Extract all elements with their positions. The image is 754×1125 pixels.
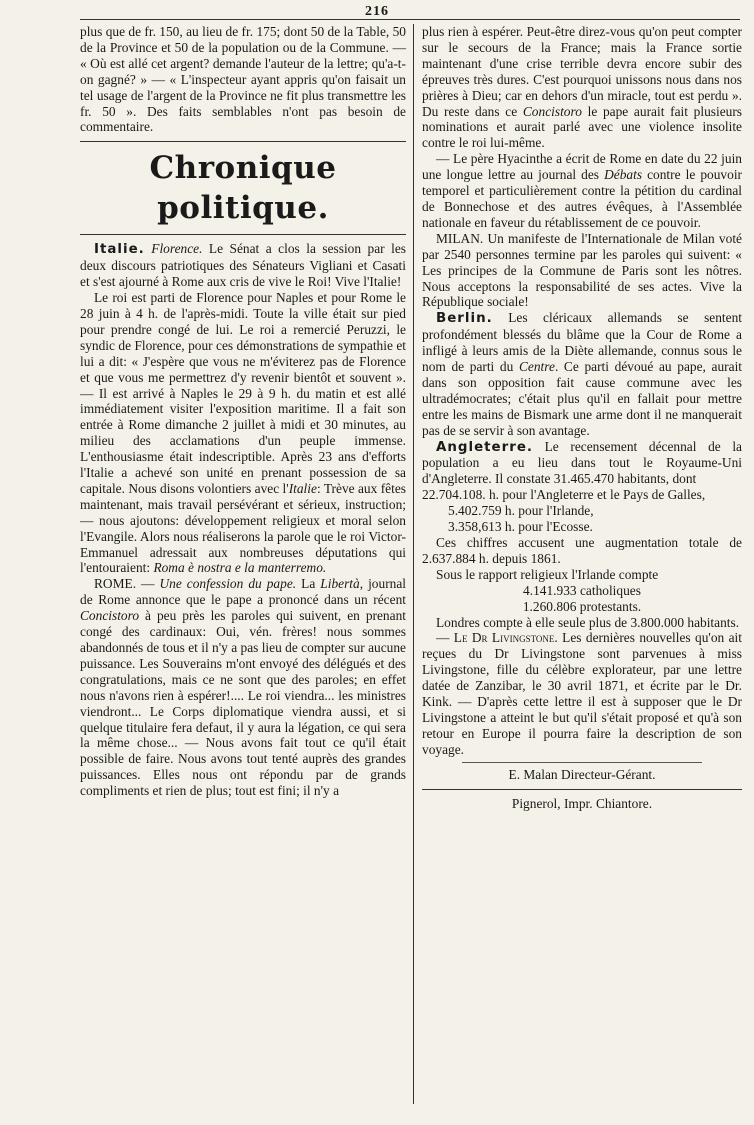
cont-text-a: plus rien à espérer. Peut-être direz-vous qu'on peut compter sur le secours de la France; mais la France sortie maintenant d'une crise terrible devra encore subir des épreuves très dures. C'est pourquoi unissons nous dans nos prières à Dieu; car en dehors d'un miracle, tout est perdu ». Du reste dans ce — [422, 24, 742, 119]
roi-italie-em: Italie — [288, 480, 317, 496]
roi-text-a: Le roi est parti de Florence pour Naples et pour Rome le 28 juin à 4 h. de l'après-midi. Toute la ville était sur pied pour prendre congé de lui. Le roi a remercié Peruzzi, le syndic de Florence, pour ces démonstrations de sympathie et lui a dit: « J'espère que vous ne m'éviterez pas de Florence et que vous me permettrez d'y revenir bientôt et souvent ». — Il est arrivé à Naples le 29 à 9 h. du matin et est allé immédiatement visiter l'exposition maritime. Il a fait son entrée à Rome dimanche 2 juillet à midi et 30 minutes, au milieu des acclamations d'un peuple immense. L'enthousiasme était indescriptible. Après 23 ans d'efforts l'Italie a achevé son unité en prenant possession de sa capitale. Nous disons volontiers avec l' — [80, 290, 406, 496]
printer-line: Pignerol, Impr. Chiantore. — [511, 795, 653, 811]
livingstone-paragraph — [422, 630, 742, 757]
roi-quote: Roma è nostra e la manterremo. — [153, 560, 327, 576]
hyacinthe-text-a: — Le père Hyacinthe a écrit de Rome en date du 22 juin une longue lettre au journal des — [422, 151, 742, 183]
rome-text-c: à peu près les paroles qui suivent, en prenant congé des cardinaux: Oui, vén. frères! nous sommes abandonnés de tous et il n'y a pas lieu de compter sur aucune puissance. Les Souverains m'ont envoyé des délégués et des congratulations, mais ce ne sont que des paroles; en effet nous n'avons rien à espérer!.... Le roi viendra... les ministres viendront... Le Corps diplomatique viendra aussi, et si quelque titulaire fera defaut, il y aura la légation, ce qui sera la même chose... — Nous avons fait tout ce qu'il était possible de faire. Nous avons tout tenté auprès des grandes puissances. Elles nous ont répondu par de grands compliments et rien de plus; tout est fini; il n'y a — [80, 608, 406, 799]
page-number: 216 — [365, 4, 389, 19]
ireland-religion-line: Sous le rapport religieux l'Irlande compte — [436, 566, 659, 582]
rome-text-b: , journal de Rome annonce que le pape a prononcé dans un récent — [80, 576, 407, 608]
census-line-scotland: 3.358,613 h. pour l'Ecosse. — [448, 519, 593, 535]
cont-concistoro: Concistoro — [522, 103, 582, 119]
berlin-centre: Centre — [518, 359, 555, 375]
italie-text: Le Sénat a clos la session par les deux discours patriotiques des Sénateurs Vigliani et Casati et s'est ajourné à Rome aux cris de vive le Roi! Vive l'Italie! — [80, 241, 406, 290]
ireland-catholics: 4.141.933 catholiques — [523, 582, 641, 598]
milan-label: MILAN. — [436, 230, 484, 246]
hyacinthe-debats: Débats — [604, 167, 643, 183]
milan-text: Un manifeste de l'Internationale de Milan voté par 2540 personnes termine par les paroles qui suivent: « Les principes de la Commune de Paris sont les nôtres. Nous acceptons la responsabilité de ses actes. Vive la République sociale! — [422, 230, 742, 310]
rome-liberta: Libertà — [320, 576, 360, 592]
angleterre-text: Le recensement décennal de la population a eu lieu dans tout le Royaume-Uni d'Angleterre. Il constate 31.465.470 habitants, dont — [422, 438, 742, 487]
livingstone-text: Les dernières nouvelles qu'on ait reçues du Dr Livingstone sont parvenues à miss Livingstone, fille du célèbre explorateur, par une lettre datée de Zanzibar, le 30 avril 1871, et écrite par le Dr. Kink. — D'après cette lettre il est à supposer que le Dr Livingstone a atteint le but qu'il s'était proposé et qu'à son retour en Europe il pourra faire la description de son voyage. — [422, 630, 742, 757]
printer-rule — [422, 789, 742, 790]
left-column — [80, 24, 406, 799]
signature: E. Malan Directeur-Gérant. — [508, 766, 656, 782]
rome-text-a: La — [296, 576, 321, 592]
country-angleterre: Angleterre. — [436, 439, 534, 455]
rome-label: ROME. — — [94, 576, 160, 592]
country-italie: Italie. — [94, 242, 145, 258]
berlin-text-a: Les cléricaux allemands se sentent profondément blessés du blâme que la Cour de Rome a infligé à leurs amis de la Diète allemande, connus sous le nom de parti du — [422, 310, 742, 375]
intro-paragraph: plus que de fr. 150, au lieu de fr. 175; dont 50 de la Table, 50 de la Province et 50 de la population ou de la Commune. — « Où est allé cet argent? demande l'auteur de la lettre; qu'a-t-on gagné? » — « L'inspecteur ayant appris qu'on faisait un tel usage de l'argent de la Province ne fit plus transmettre les fr. 50 ». Des faits semblables n'ont pas besoin de commentaire. — [80, 24, 406, 135]
rome-paragraph — [80, 576, 406, 799]
section-rule — [80, 141, 406, 142]
section-rule-bottom — [80, 234, 406, 235]
rome-title: Une confession du pape. — [159, 576, 297, 592]
roi-text-b: : Trève aux fêtes maintenant, mais travail persévérant et sérieux, instruction; — nous ajoutons: développement religieux et moral selon l'Evangile. Alors nous réaliserons la parole que le roi Victor-Emmanuel adressait aux nombreuses députations qui l'entouraient: — [80, 480, 406, 576]
milan-paragraph — [422, 231, 742, 311]
rome-continued-paragraph — [422, 24, 742, 151]
hyacinthe-text-b: contre le pouvoir temporel et particulièrement contre la pétition du cardinal de Bonnechose et des autres évêques, à l'Assemblée nationale en faveur du rétablissement de ce pouvoir. — [422, 167, 742, 230]
top-rule — [80, 19, 740, 20]
hyacinthe-paragraph — [422, 151, 742, 231]
livingstone-label: — Le Dr Livingstone. — [436, 630, 558, 646]
section-heading: Chronique politique. — [149, 150, 337, 227]
italie-paragraph — [80, 241, 406, 290]
country-berlin: Berlin. — [436, 311, 493, 327]
signature-rule — [462, 762, 702, 763]
london-paragraph: Londres compte à elle seule plus de 3.800.000 habitants. — [436, 614, 740, 630]
cont-text-b: le pape aurait fait plusieurs nominations et aurait parlé avec une violence insolite contre le roi lui-même. — [422, 103, 743, 151]
ireland-protestants: 1.260.806 protestants. — [522, 598, 642, 614]
berlin-text-b: . Ce parti dévoué au pape, aurait dans son opposition fait cause commune avec les ultradémocrates; c'était plus qu'il en fallait pour mettre entre les mains de Bismark une arme dont il ne manquerait pas de se servir à son avantage. — [422, 359, 743, 438]
census-line-ireland: 5.402.759 h. pour l'Irlande, — [448, 503, 594, 519]
census-total-paragraph: Ces chiffres accusent une augmentation totale de 2.637.884 h. depuis 1861. — [422, 535, 742, 566]
right-column — [422, 24, 742, 812]
column-divider — [413, 24, 414, 1104]
census-line-england: 22.704.108. h. pour l'Angleterre et le Pays de Galles, — [422, 487, 706, 503]
roi-paragraph — [80, 290, 406, 576]
city-florence: Florence. — [151, 241, 203, 257]
rome-concistoro: Concistoro — [80, 608, 140, 624]
angleterre-paragraph — [422, 439, 742, 488]
berlin-paragraph — [422, 310, 742, 438]
